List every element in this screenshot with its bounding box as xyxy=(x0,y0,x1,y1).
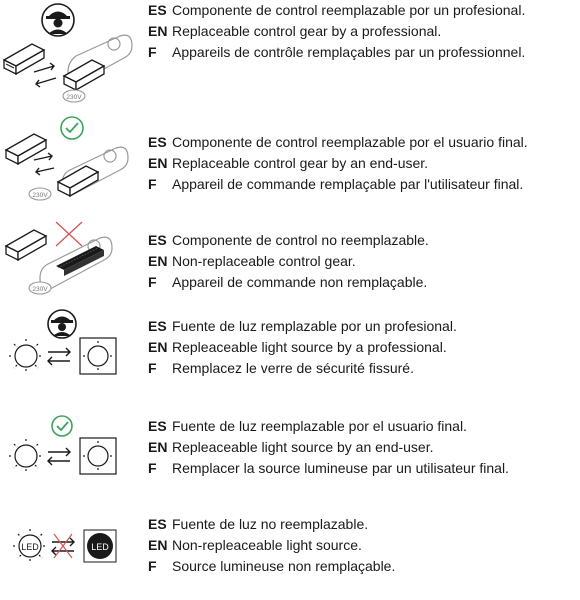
led-integrated-icon xyxy=(84,530,116,562)
control-gear-box-right xyxy=(64,60,104,90)
translation-block xyxy=(148,514,576,577)
control-gear-box-left xyxy=(6,134,46,164)
control-gear-box-right xyxy=(58,166,98,196)
translation-line-f xyxy=(148,458,576,479)
language-code: EN xyxy=(148,339,168,355)
crossed-swap-arrows-icon xyxy=(52,534,74,558)
translation-text: Replaceable control gear by an end-user. xyxy=(172,155,429,171)
language-code: EN xyxy=(148,537,168,553)
translation-text: Source lumineuse non remplaçable. xyxy=(172,558,396,574)
language-code: F xyxy=(148,44,157,60)
language-code: F xyxy=(148,360,157,376)
svg-text:230V: 230V xyxy=(32,192,48,199)
translation-line-en xyxy=(148,153,576,174)
symbol-section-gear-non-replaceable xyxy=(0,216,580,306)
non-replaceable-light-icon xyxy=(0,510,140,598)
symbol-section-gear-end-user xyxy=(0,112,580,212)
language-code: ES xyxy=(148,134,167,150)
translation-text: Remplacez le verre de sécurité fissuré. xyxy=(172,360,414,376)
translation-line-en xyxy=(148,337,576,358)
swap-arrows-icon xyxy=(48,348,70,365)
symbol-section-gear-professional xyxy=(0,0,580,110)
translation-line-es xyxy=(148,0,576,21)
translation-line-es xyxy=(148,230,576,251)
translation-line-f xyxy=(148,556,576,577)
translation-line-en xyxy=(148,21,576,42)
svg-text:230V: 230V xyxy=(66,94,82,101)
voltage-plug-icon xyxy=(63,90,85,102)
translation-line-es xyxy=(148,514,576,535)
language-code: F xyxy=(148,558,157,574)
translation-line-es xyxy=(148,316,576,337)
language-code: ES xyxy=(148,232,167,248)
translation-block xyxy=(148,316,576,379)
translation-text: Fuente de luz remplazable por un profesional. xyxy=(172,318,457,334)
language-code: ES xyxy=(148,2,167,18)
translation-block xyxy=(148,416,576,479)
led-light-source-icon xyxy=(13,529,47,563)
light-source-sun-icon xyxy=(9,439,43,473)
translation-text: Repleaceable light source by an end-user. xyxy=(172,439,434,455)
translation-text: Fuente de luz no reemplazable. xyxy=(172,516,369,532)
voltage-plug-icon xyxy=(29,282,51,294)
technician-icon xyxy=(42,4,74,36)
control-gear-box-left xyxy=(4,44,44,74)
swap-arrows-icon xyxy=(34,153,54,175)
translation-line-es xyxy=(148,416,576,437)
translation-line-f xyxy=(148,174,576,195)
translation-block xyxy=(148,230,576,293)
translation-text: Appareil de commande non remplaçable. xyxy=(172,274,428,290)
translation-line-es xyxy=(148,132,576,153)
language-code: ES xyxy=(148,516,167,532)
translation-text: Appareils de contrôle remplaçables par un professionnel. xyxy=(172,44,526,60)
symbol-section-light-end-user xyxy=(0,412,580,502)
translation-text: Remplacer la source lumineuse par un utilisateur final. xyxy=(172,460,509,476)
translation-text: Componente de control reemplazable por un profesional. xyxy=(172,2,526,18)
language-code: F xyxy=(148,176,157,192)
light-source-framed-icon xyxy=(80,438,116,474)
language-code: EN xyxy=(148,155,168,171)
replaceable-light-professional-icon xyxy=(0,308,140,398)
symbol-section-light-non-replaceable xyxy=(0,510,580,598)
svg-text:230V: 230V xyxy=(32,286,48,293)
translation-text: Componente de control reemplazable por el usuario final. xyxy=(172,134,528,150)
language-code: F xyxy=(148,274,157,290)
language-code: EN xyxy=(148,253,168,269)
translation-line-f xyxy=(148,42,576,63)
check-circle-icon xyxy=(52,416,72,436)
language-code: ES xyxy=(148,318,167,334)
translation-line-f xyxy=(148,272,576,293)
non-replaceable-gear-icon xyxy=(0,216,140,306)
translation-line-en xyxy=(148,437,576,458)
translation-text: Non-replaceable control gear. xyxy=(172,253,356,269)
cross-red-icon xyxy=(56,222,82,246)
translation-text: Non-repleaceable light source. xyxy=(172,537,362,553)
translation-block xyxy=(148,132,576,195)
translation-text: Repleaceable light source by a professional. xyxy=(172,339,447,355)
translation-text: Replaceable control gear by a professional. xyxy=(172,23,442,39)
integrated-gear-dark xyxy=(56,246,104,276)
translation-line-en xyxy=(148,535,576,556)
technician-icon xyxy=(48,310,76,338)
replaceable-gear-end-user-icon xyxy=(0,112,140,212)
language-code: ES xyxy=(148,418,167,434)
voltage-plug-icon xyxy=(29,188,51,200)
check-circle-icon xyxy=(61,117,83,139)
language-code: EN xyxy=(148,23,168,39)
translation-block xyxy=(148,0,576,63)
symbol-section-light-professional xyxy=(0,308,580,398)
translation-text: Fuente de luz reemplazable por el usuario final. xyxy=(172,418,467,434)
svg-text:LED: LED xyxy=(21,542,39,552)
replaceable-light-end-user-icon xyxy=(0,412,140,502)
translation-line-f xyxy=(148,358,576,379)
translation-line-en xyxy=(148,251,576,272)
translation-text: Componente de control no reemplazable. xyxy=(172,232,429,248)
replaceable-gear-professional-icon xyxy=(0,0,140,110)
language-code: EN xyxy=(148,439,168,455)
swap-arrows-icon xyxy=(48,448,70,465)
swap-arrows-icon xyxy=(34,63,56,87)
control-gear-box-left xyxy=(6,230,46,260)
light-source-framed-icon xyxy=(80,338,116,374)
light-source-sun-icon xyxy=(9,339,43,373)
svg-text:LED: LED xyxy=(91,542,109,552)
translation-text: Appareil de commande remplaçable par l'utilisateur final. xyxy=(172,176,524,192)
language-code: F xyxy=(148,460,157,476)
